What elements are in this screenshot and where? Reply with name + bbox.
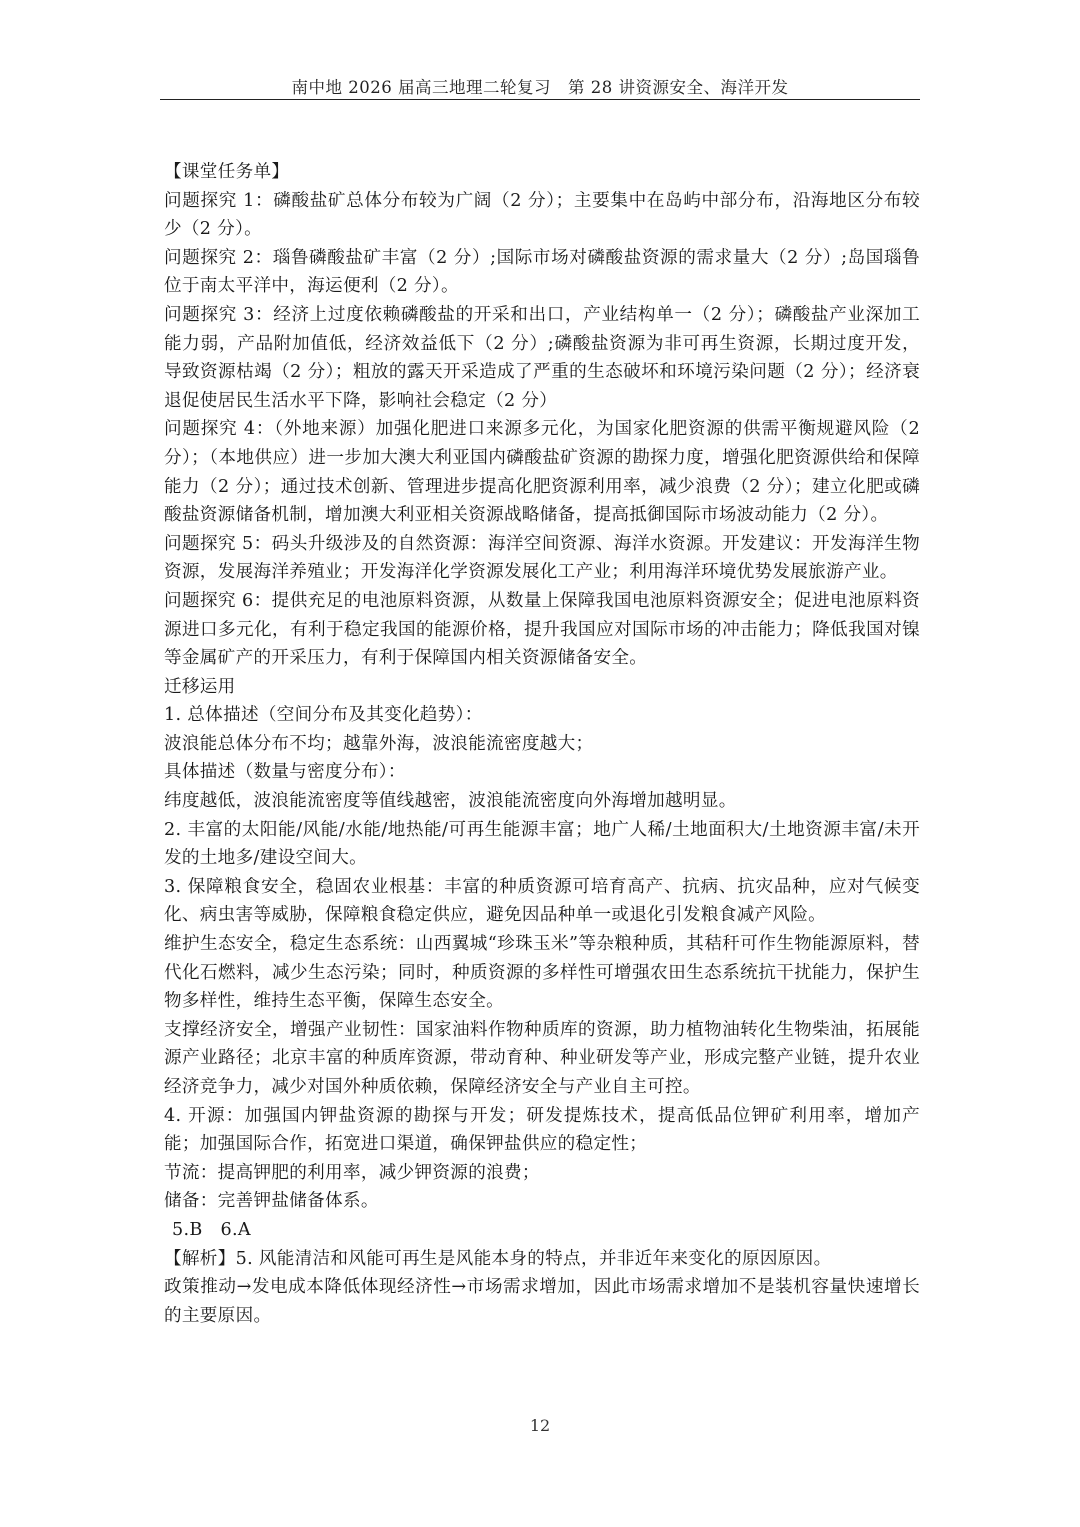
paragraph: 支撑经济安全，增强产业韧性：国家油料作物种质库的资源，助力植物油转化生物柴油，拓展能源产业路径；北京丰富的种质库资源，带动育种、种业研发等产业，形成完整产业链，提升农业经济竞争力，减少对国外种质依赖，保障经济安全与产业自主可控。 — [164, 1019, 920, 1097]
paragraph: 问题探究 4：（外地来源）加强化肥进口来源多元化，为国家化肥资源的供需平衡规避风险（2 分）；（本地供应）进一步加大澳大利亚国内磷酸盐矿资源的勘探力度，增强化肥资源供给和保障能力（2 分）；通过技术创新、管理进步提高化肥资源利用率，减少浪费（2 分）；建立化肥或磷酸盐资源储备机制，增加澳大利亚相关资源战略储备，提高抵御国际市场波动能力（2 分）。 — [164, 419, 920, 526]
paragraph: 3. 保障粮食安全，稳固农业根基：丰富的种质资源可培育高产、抗病、抗灾品种，应对气候变化、病虫害等威胁，保障粮食稳定供应，避免因品种单一或退化引发粮食减产风险。 — [164, 876, 920, 926]
paragraph: 问题探究 5：码头升级涉及的自然资源：海洋空间资源、海洋水资源。开发建议：开发海洋生物资源，发展海洋养殖业；开发海洋化学资源发展化工产业；利用海洋环境优势发展旅游产业。 — [164, 533, 920, 583]
subsection-title: 迁移运用 — [164, 676, 236, 697]
paragraph: 问题探究 2：瑙鲁磷酸盐矿丰富（2 分）;国际市场对磷酸盐资源的需求量大（2 分）;岛国瑙鲁位于南太平洋中，海运便利（2 分）。 — [164, 247, 920, 297]
paragraph: 1. 总体描述（空间分布及其变化趋势）： — [164, 705, 483, 726]
paragraph: 问题探究 1：磷酸盐矿总体分布较为广阔（2 分）；主要集中在岛屿中部分布，沿海地区分布较少（2 分）。 — [164, 190, 920, 240]
paragraph: 4. 开源：加强国内钾盐资源的勘探与开发；研发提炼技术，提高低品位钾矿利用率，增加产能；加强国际合作，拓宽进口渠道，确保钾盐供应的稳定性； — [164, 1105, 920, 1155]
answer-line: 5.B 6.A — [172, 1219, 251, 1240]
page-body — [164, 158, 920, 1330]
page-number: 12 — [529, 1416, 551, 1435]
paragraph: 纬度越低，波浪能流密度等值线越密，波浪能流密度向外海增加越明显。 — [164, 791, 737, 812]
paragraph: 节流：提高钾肥的利用率，减少钾资源的浪费； — [164, 1162, 540, 1183]
analysis-paragraph: 【解析】5. 风能清洁和风能可再生是风能本身的特点，并非近年来变化的原因原因。 — [164, 1248, 832, 1269]
paragraph: 波浪能总体分布不均；越靠外海，波浪能流密度越大； — [164, 733, 594, 754]
paragraph: 2. 丰富的太阳能/风能/水能/地热能/可再生能源丰富；地广人稀/土地面积大/土地资源丰富/未开发的土地多/建设空间大。 — [164, 819, 920, 869]
paragraph: 问题探究 3：经济上过度依赖磷酸盐的开采和出口，产业结构单一（2 分）；磷酸盐产业深加工能力弱，产品附加值低，经济效益低下（2 分）;磷酸盐资源为非可再生资源，长期过度开发，导致资源枯竭（2 分）；粗放的露天开采造成了严重的生态破坏和环境污染问题（2 分）；经济衰退促使居民生活水平下降，影响社会稳定（2 分） — [164, 304, 920, 411]
page-header-title: 南中地 2026 届高三地理二轮复习 第 28 讲资源安全、海洋开发 — [291, 78, 789, 97]
paragraph: 问题探究 6：提供充足的电池原料资源，从数量上保障我国电池原料资源安全；促进电池原料资源进口多元化，有利于稳定我国的能源价格，提升我国应对国际市场的冲击能力；降低我国对镍等金属矿产的开采压力，有利于保障国内相关资源储备安全。 — [164, 590, 920, 669]
paragraph: 维护生态安全，稳定生态系统：山西翼城“珍珠玉米”等杂粮种质，其秸秆可作生物能源原料，替代化石燃料，减少生态污染；同时，种质资源的多样性可增强农田生态系统抗干扰能力，保护生物多样性，维持生态平衡，保障生态安全。 — [164, 934, 920, 1012]
section-title: 【课堂任务单】 — [164, 162, 290, 182]
header-rule — [160, 99, 920, 100]
paragraph: 储备：完善钾盐储备体系。 — [164, 1191, 379, 1212]
analysis-paragraph: 政策推动→发电成本降低体现经济性→市场需求增加，因此市场需求增加不是装机容量快速增长的主要原因。 — [164, 1277, 920, 1326]
paragraph: 具体描述（数量与密度分布）： — [164, 762, 406, 783]
